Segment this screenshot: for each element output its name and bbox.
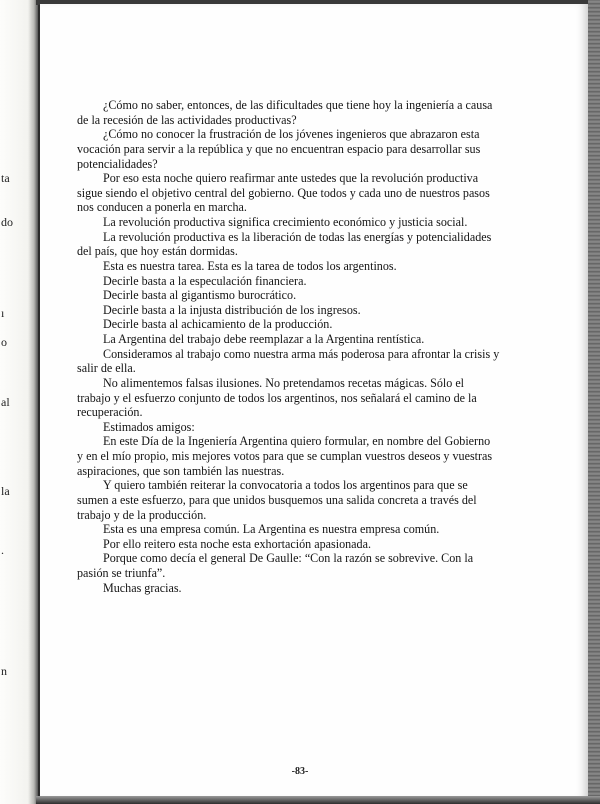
text-line: trabajo y de la producción.	[77, 507, 207, 522]
speech-paragraph	[77, 420, 507, 435]
speech-paragraph	[77, 127, 507, 171]
speech-paragraph	[77, 171, 507, 215]
speech-paragraph	[77, 522, 507, 537]
text-line: La revolución productiva es la liberación de todas las energías y potencialidades	[103, 229, 492, 244]
speech-paragraph	[77, 347, 507, 376]
text-line: y en el mío propio, mis mejores votos para que se cumplan vuestros deseos y vuestras	[77, 449, 493, 463]
margin-fragment: al	[1, 395, 10, 409]
speech-paragraph	[77, 98, 507, 127]
speech-paragraph	[77, 581, 507, 596]
page-stack-edge	[588, 0, 600, 804]
speech-paragraph	[77, 317, 507, 332]
text-line: del país, que hoy están dormidas.	[77, 244, 238, 259]
text-line: de la recesión de las actividades productivas?	[77, 112, 297, 127]
text-line: Estimados amigos:	[103, 419, 195, 434]
text-line: nos conducen a ponerla en marcha.	[77, 200, 247, 215]
previous-page-strip	[0, 0, 38, 804]
text-line: Por eso esta noche quiero reafirmar ante ustedes que la revolución productiva	[103, 171, 479, 186]
margin-fragment: n	[1, 664, 7, 678]
text-line: sigue siendo el objetivo central del gobierno. Que todos y cada uno de nuestros pasos	[77, 185, 490, 200]
speech-body	[77, 98, 507, 595]
text-line: Decirle basta al achicamiento de la producción.	[103, 317, 333, 332]
text-line: potencialidades?	[77, 156, 158, 171]
text-line: En este Día de la Ingeniería Argentina quiero formular, en nombre del Gobierno	[103, 434, 491, 449]
text-line: recuperación.	[77, 405, 143, 420]
margin-fragment: ta	[1, 171, 10, 185]
margin-fragment: .	[1, 543, 4, 557]
text-line: Decirle basta al gigantismo burocrático.	[103, 288, 297, 303]
text-line: Consideramos al trabajo como nuestra arma más poderosa para afrontar la crisis y	[103, 346, 500, 361]
text-line: Y quiero también reiterar la convocatoria a todos los argentinos para que se	[103, 478, 468, 493]
text-line: vocación para servir a la república y que no encuentran espacio para desarrollar sus	[77, 141, 481, 156]
margin-fragment: la	[1, 484, 10, 498]
text-line: La Argentina del trabajo debe reemplazar a la Argentina rentística.	[103, 332, 425, 346]
speech-paragraph	[77, 376, 507, 420]
text-line: Muchas gracias.	[103, 580, 182, 595]
text-line: salir de ella.	[77, 361, 136, 376]
margin-fragment: o	[1, 335, 7, 349]
text-line: trabajo y el esfuerzo conjunto de todos los argentinos, nos señalará el camino de la	[77, 390, 477, 405]
text-line: ¿Cómo no saber, entonces, de las dificultades que tiene hoy la ingeniería a causa	[103, 98, 493, 112]
text-line: sumen a este esfuerzo, para que unidos busquemos una salida concreta a través del	[77, 492, 477, 507]
speech-paragraph	[77, 551, 507, 580]
speech-paragraph	[77, 230, 507, 259]
speech-paragraph	[77, 478, 507, 522]
speech-paragraph	[77, 259, 507, 274]
page-number: -83-	[291, 766, 309, 777]
text-line: La revolución productiva significa crecimiento económico y justicia social.	[103, 215, 468, 229]
text-line: No alimentemos falsas ilusiones. No pretendamos recetas mágicas. Sólo el	[103, 375, 465, 390]
speech-paragraph	[77, 434, 507, 478]
speech-paragraph	[77, 215, 507, 230]
text-line: Decirle basta a la injusta distribución de los ingresos.	[103, 302, 361, 317]
speech-paragraph	[77, 332, 507, 347]
text-line: Esta es nuestra tarea. Esta es la tarea de todos los argentinos.	[103, 258, 397, 273]
text-line: Porque como decía el general De Gaulle: “Con la razón se sobrevive. Con la	[103, 551, 474, 566]
margin-fragment: do	[1, 215, 13, 229]
speech-paragraph	[77, 274, 507, 289]
speech-paragraph	[77, 288, 507, 303]
speech-paragraph	[77, 303, 507, 318]
text-line: pasión se triunfa”.	[77, 566, 166, 580]
text-line: Por ello reitero esta noche esta exhortación apasionada.	[103, 536, 371, 551]
margin-fragment: ı	[1, 306, 5, 320]
text-line: aspiraciones, que son también las nuestras.	[77, 463, 285, 478]
text-line: Esta es una empresa común. La Argentina es nuestra empresa común.	[103, 522, 440, 537]
scan-bottom-edge	[36, 796, 600, 804]
text-line: ¿Cómo no conocer la frustración de los jóvenes ingenieros que abrazaron esta	[103, 127, 480, 142]
speech-paragraph	[77, 537, 507, 552]
text-line: Decirle basta a la especulación financiera.	[103, 273, 307, 288]
